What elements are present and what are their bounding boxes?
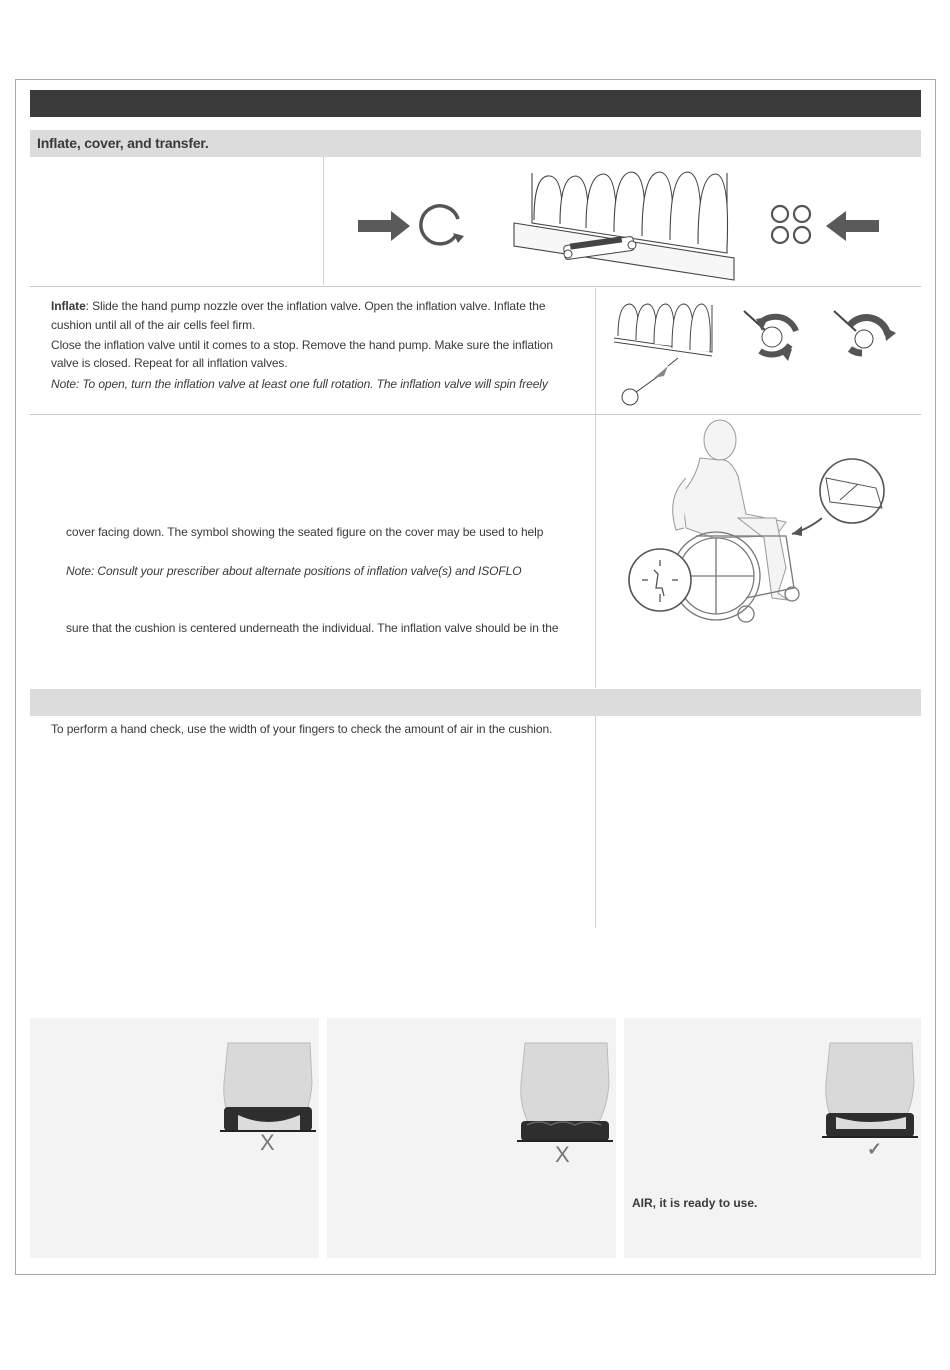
check-mark-icon: ✓ bbox=[867, 1139, 883, 1159]
divider bbox=[323, 157, 324, 285]
section-title: Inflate, cover, and transfer. bbox=[37, 135, 209, 151]
inflate-line-1: : Slide the hand pump nozzle over the inflation valve. Open the inflation valve. Inflate the bbox=[85, 299, 546, 313]
inflate-paragraph-1 bbox=[51, 297, 591, 316]
section-header-hand-check bbox=[30, 689, 921, 716]
inflate-line-2: cushion until all of the air cells feel firm. bbox=[51, 318, 256, 332]
cover-line-2: sure that the cushion is centered underneath the individual. The inflation valve should be in the bbox=[66, 621, 559, 635]
section-header-inflate bbox=[30, 130, 921, 157]
valve-close-icon bbox=[830, 305, 900, 365]
hand-check-text: To perform a hand check, use the width of your fingers to check the amount of air in the cushion. bbox=[51, 722, 553, 736]
cover-line-1: cover facing down. The symbol showing the seated figure on the cover may be used to help bbox=[66, 525, 544, 539]
four-cells-icon bbox=[768, 202, 818, 248]
check-panel-3 bbox=[624, 1018, 921, 1258]
arrow-right-icon bbox=[355, 200, 415, 250]
cushion-valve-illustration bbox=[512, 168, 742, 280]
divider bbox=[30, 414, 921, 415]
check-panel-1 bbox=[30, 1018, 319, 1258]
divider bbox=[595, 716, 596, 928]
check-panel-2 bbox=[327, 1018, 616, 1258]
cover-note: Note: Consult your prescriber about alternate positions of inflation valve(s) and ISOFLO bbox=[66, 564, 522, 578]
arrow-left-icon bbox=[823, 200, 883, 250]
pump-nozzle-illustration bbox=[612, 300, 722, 410]
top-header-bar bbox=[30, 90, 921, 117]
wheelchair-transfer-illustration bbox=[626, 418, 896, 643]
x-mark-icon: X bbox=[555, 1142, 570, 1167]
divider bbox=[30, 286, 921, 287]
seated-figure-overinflated bbox=[517, 1043, 617, 1153]
ready-to-use-label: AIR, it is ready to use. bbox=[632, 1196, 758, 1210]
inflate-line-3: Close the inflation valve until it comes to a stop. Remove the hand pump. Make sure the inflation bbox=[51, 338, 553, 352]
divider bbox=[595, 288, 596, 414]
inflate-line-4: valve is closed. Repeat for all inflation valves. bbox=[51, 356, 288, 370]
seated-figure-correct bbox=[822, 1043, 922, 1153]
x-mark-icon: X bbox=[260, 1130, 275, 1155]
divider bbox=[595, 415, 596, 688]
inflate-note: Note: To open, turn the inflation valve at least one full rotation. The inflation valve will spin freely bbox=[51, 377, 548, 391]
valve-open-icon bbox=[740, 305, 810, 365]
rotate-icon bbox=[420, 203, 470, 253]
inflate-lead: Inflate bbox=[51, 299, 86, 313]
